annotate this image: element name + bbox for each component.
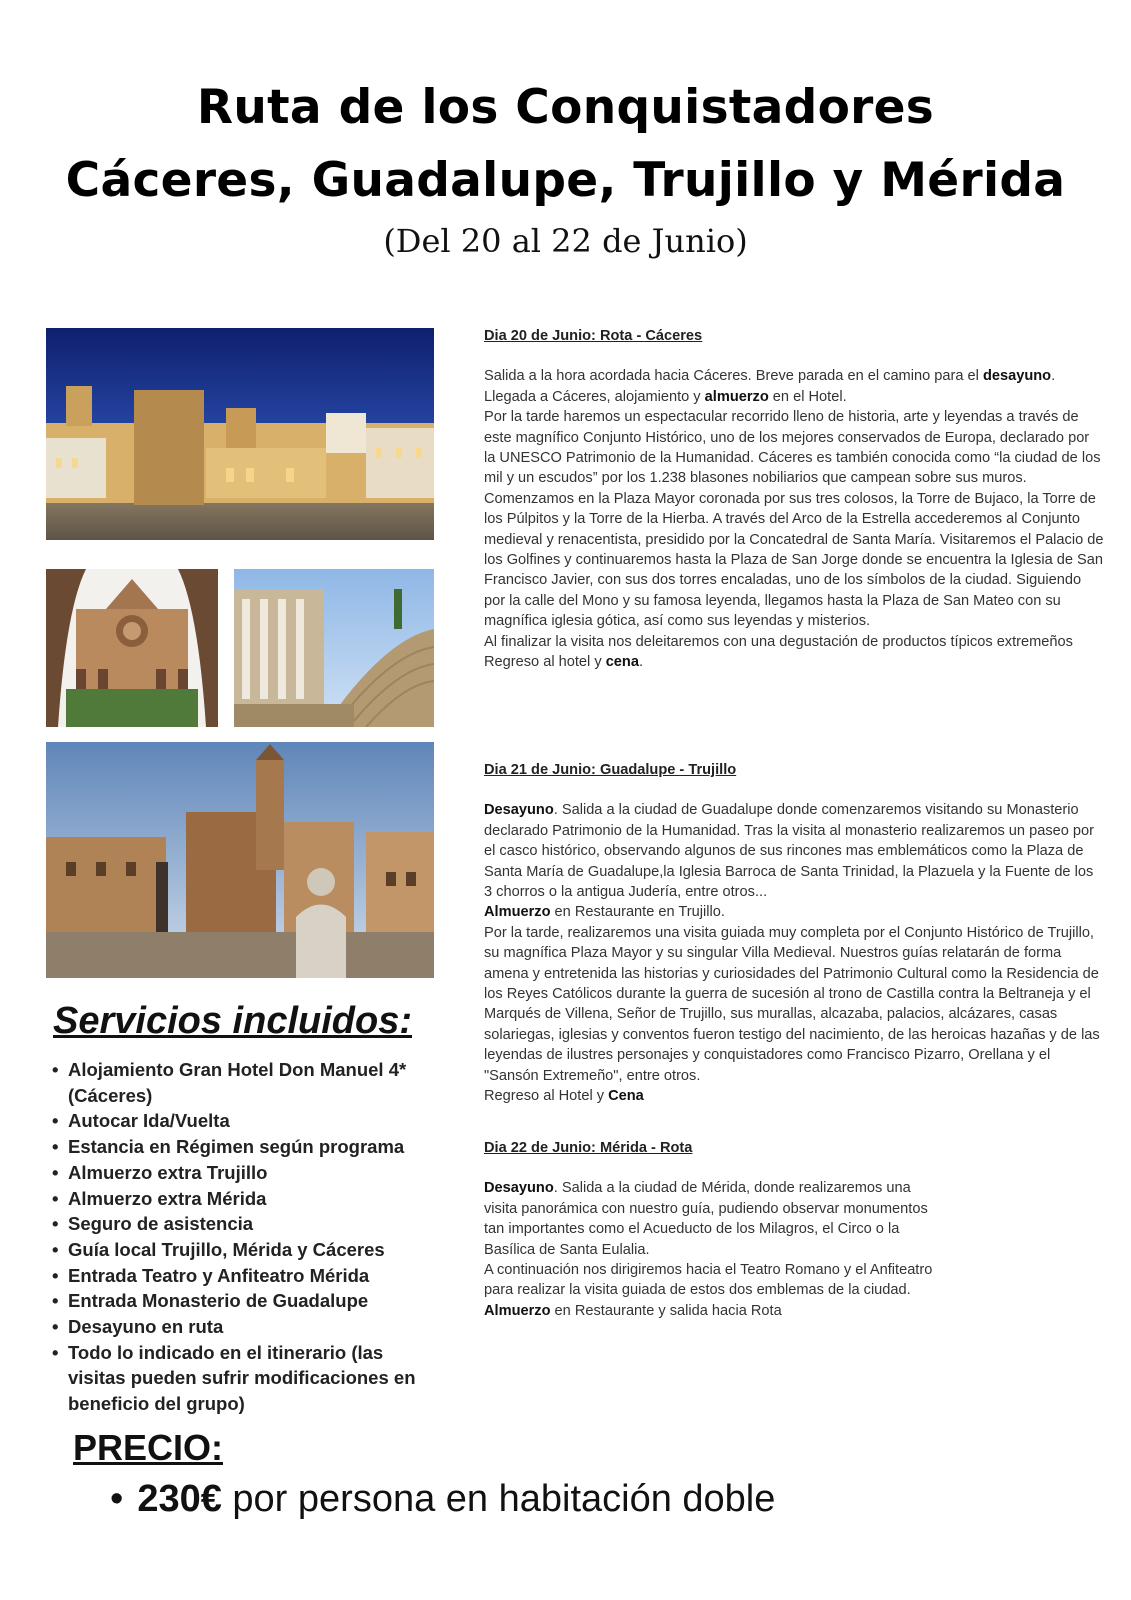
day-1-paragraph-3: Al finalizar la visita nos deleitaremos con una degustación de productos típicos extremeños bbox=[484, 633, 1073, 650]
price-line bbox=[110, 1478, 775, 1521]
photo-merida-roman-theatre bbox=[234, 569, 434, 727]
price-amount: 230€ bbox=[137, 1478, 222, 1520]
day-2-heading: Dia 21 de Junio: Guadalupe - Trujillo bbox=[484, 762, 737, 778]
day-1-paragraph-2: Por la tarde haremos un espectacular recorrido lleno de historia, arte y leyendas a través de este magnífico Conjunto Histórico, uno de los mejores conservados de Europa, declarado por la UNESCO Patrimonio de la Humanidad. Cáceres es también conocida como “la ciudad de los mil y un escudos” por los 1.238 blasones nobiliarios que campean sobre sus muros. Comenzamos en la Plaza Mayor coronada por sus tres colosos, la Torre de Bujaco, la Torre de los Púlpitos y la Torre de la Hierba. A través del Arco de la Estrella accederemos al Conjunto medieval y renacentista, presidido por la Concatedral de Santa María. Visitaremos el Palacio de los Golfines y continuaremos hasta la Plaza de San Jorge donde se encuentra la Iglesia de San Francisco Javier, con sus dos torres encaladas, uno de los símbolos de la ciudad. Siguiendo por la calle del Mono y su famosa leyenda, llegamos hasta la Plaza de San Mateo con su magnífica iglesia gótica, así como sus leyendas y misterios. bbox=[484, 409, 1104, 630]
photo-guadalupe-monastery bbox=[46, 569, 218, 727]
service-item: • Todo lo indicado en el itinerario (las visitas pueden sufrir modificaciones en beneficio del grupo) bbox=[52, 1340, 442, 1417]
photo-caceres-plaza bbox=[46, 328, 434, 540]
itinerary-day-2 bbox=[484, 760, 1104, 1107]
services-title: Servicios incluidos: bbox=[53, 1000, 412, 1042]
title-line-2: Cáceres, Guadalupe, Trujillo y Mérida bbox=[65, 153, 1066, 208]
day-2-paragraph-4: Regreso al Hotel y Cena bbox=[484, 1088, 644, 1105]
day-1-paragraph-4: Regreso al hotel y cena. bbox=[484, 654, 644, 671]
date-range: (Del 20 al 22 de Junio) bbox=[383, 222, 748, 260]
service-item: • Guía local Trujillo, Mérida y Cáceres bbox=[52, 1237, 442, 1263]
service-item: • Almuerzo extra Mérida bbox=[52, 1186, 442, 1212]
day-1-paragraph-1: Salida a la hora acordada hacia Cáceres. Breve parada en el camino para el desayuno. Llegada a Cáceres, alojamiento y almuerzo en el Hotel. bbox=[484, 368, 1056, 405]
day-2-paragraph-3: Por la tarde, realizaremos una visita guiada muy completa por el Conjunto Histórico de Trujillo, su magnífica Plaza Mayor y su singular Villa Medieval. Nuestros guías relatarán de forma amena y entretenida las historias y curiosidades del Patrimonio Cultural como la Residencia de los Reyes Católicos durante la guerra de sucesión al trono de Castilla contra la Beltraneja y el Marqués de Villena, Señor de Trujillo, sus murallas, alcazaba, palacios, alcázares, casas solariegas, iglesias y conventos fueron testigo del nacimiento, de las heroicas hazañas y de las leyendas de ilustres personajes y conquistadores como Francisco Pizarro, Orellana y el "Sansón Extremeño", entre otros. bbox=[484, 924, 1100, 1084]
service-item: • Entrada Teatro y Anfiteatro Mérida bbox=[52, 1263, 442, 1289]
price-title: PRECIO: bbox=[73, 1427, 224, 1468]
service-item: • Alojamiento Gran Hotel Don Manuel 4* (Cáceres) bbox=[52, 1057, 442, 1108]
itinerary-day-3 bbox=[484, 1138, 944, 1321]
service-item: • Autocar Ida/Vuelta bbox=[52, 1108, 442, 1134]
day-3-paragraph-3: Almuerzo en Restaurante y salida hacia Rota bbox=[484, 1302, 782, 1319]
itinerary-day-1 bbox=[484, 326, 1104, 673]
day-3-paragraph-2: A continuación nos dirigiremos hacia el Teatro Romano y el Anfiteatro para realizar la visita guiada de estos dos emblemas de la ciudad. bbox=[484, 1262, 933, 1299]
title-line-1: Ruta de los Conquistadores bbox=[196, 80, 935, 135]
price-description: por persona en habitación doble bbox=[221, 1478, 776, 1520]
service-item: • Seguro de asistencia bbox=[52, 1211, 442, 1237]
service-item: • Desayuno en ruta bbox=[52, 1314, 442, 1340]
services-list bbox=[52, 1057, 442, 1417]
day-1-heading: Dia 20 de Junio: Rota - Cáceres bbox=[484, 328, 703, 344]
service-item: • Entrada Monasterio de Guadalupe bbox=[52, 1288, 442, 1314]
service-item: • Almuerzo extra Trujillo bbox=[52, 1160, 442, 1186]
bullet-icon: • bbox=[110, 1478, 124, 1520]
day-2-paragraph-2: Almuerzo en Restaurante en Trujillo. bbox=[484, 904, 725, 921]
photo-trujillo-plaza bbox=[46, 742, 434, 978]
day-2-paragraph-1: Desayuno. Salida a la ciudad de Guadalupe donde comenzaremos visitando su Monasterio declarado Patrimonio de la Humanidad. Tras la visita al monasterio realizaremos un paseo por el casco histórico, observando algunos de sus rincones mas emblemáticos como la Plaza de Santa María de Guadalupe,la Iglesia Barroca de Santa Trinidad, la Plazuela y la Fuente de los 3 chorros o la antigua Judería, entre otros... bbox=[484, 802, 1095, 901]
day-3-paragraph-1: Desayuno. Salida a la ciudad de Mérida, donde realizaremos una visita panorámica con nuestro guía, pudiendo observar monumentos tan importantes como el Acueducto de los Milagros, el Circo o la Basílica de Santa Eulalia. bbox=[484, 1180, 928, 1258]
service-item: • Estancia en Régimen según programa bbox=[52, 1134, 442, 1160]
day-3-heading: Dia 22 de Junio: Mérida - Rota bbox=[484, 1140, 693, 1156]
